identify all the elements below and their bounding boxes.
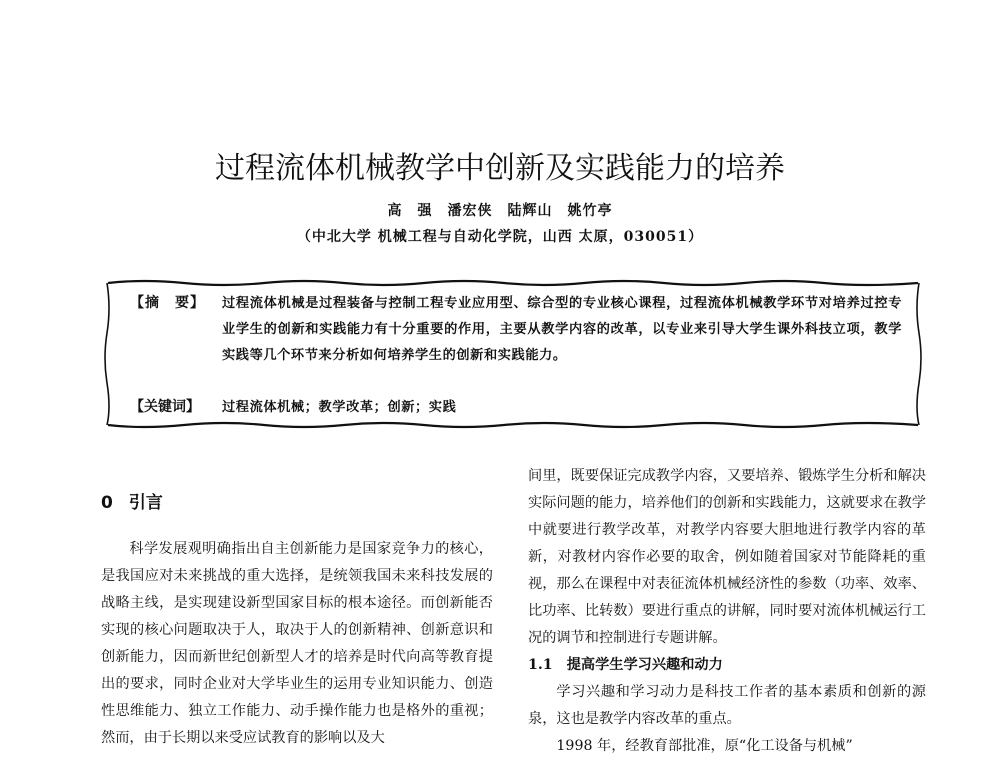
subsection-heading [528,652,926,679]
author-list: 高 强 潘宏侠 陆辉山 姚竹亭 [387,203,613,219]
section-title: 引言 [128,493,163,513]
left-column [101,536,493,752]
section-number: 0 [101,493,113,513]
paper-title: 过程流体机械教学中创新及实践能力的培养 [215,151,785,186]
abstract-box [104,278,922,430]
body-paragraph: 科学发展观明确指出自主创新能力是国家竞争力的核心，是我国应对未来挑战的重大选择，是统领我国未来科技发展的战略主线，是实现建设新型国家目标的根本途径。而创新能否实现的核心问题取决于人，取决于人的创新精神、创新意识和创新能力，因而新世纪创新型人才的培养是时代向高等教育提出的要求，同时企业对大学毕业生的运用专业知识能力、创造性思维能力、独立工作能力、动手操作能力也是格外的重视；然而，由于长期以来受应试教育的影响以及大 [101,541,493,746]
body-paragraph: 学习兴趣和学习动力是科技工作者的基本素质和创新的源泉，这也是教学内容改革的重点。 [528,684,926,727]
subsection-title: 提高学生学习兴趣和动力 [566,657,723,673]
abstract-text: 过程流体机械是过程装备与控制工程专业应用型、综合型的专业核心课程，过程流体机械教学环节对培养过控专业学生的创新和实践能力有十分重要的作用，主要从教学内容的改革，以专业来引导大学生课外科技立项，教学实践等几个环节来分析如何培养学生的创新和实践能力。 [222,296,902,363]
body-paragraph: 间里，既要保证完成教学内容，又要培养、锻炼学生分析和解决实际问题的能力，培养他们的创新和实践能力，这就要求在教学中就要进行教学改革，对教学内容要大胆地进行教学内容的革新，对教材内容作必要的取舍，例如随着国家对节能降耗的重视，那么在课程中对表征流体机械经济性的参数（功率、效率、比功率、比转数）要进行重点的讲解，同时要对流体机械运行工况的调节和控制进行专题讲解。 [528,468,926,646]
keywords-label: 【关键词】 [130,399,200,415]
section-heading-introduction [101,488,163,513]
body-paragraph: 1998 年，经教育部批准，原“化工设备与机械” [556,738,853,754]
abstract-label: 【摘 要】 [130,295,205,311]
right-column [528,463,926,760]
subsection-number: 1.1 [528,657,553,673]
affiliation: （中北大学 机械工程与自动化学院，山西 太原，030051） [296,229,704,245]
keywords-text: 过程流体机械；教学改革；创新；实践 [222,400,457,415]
